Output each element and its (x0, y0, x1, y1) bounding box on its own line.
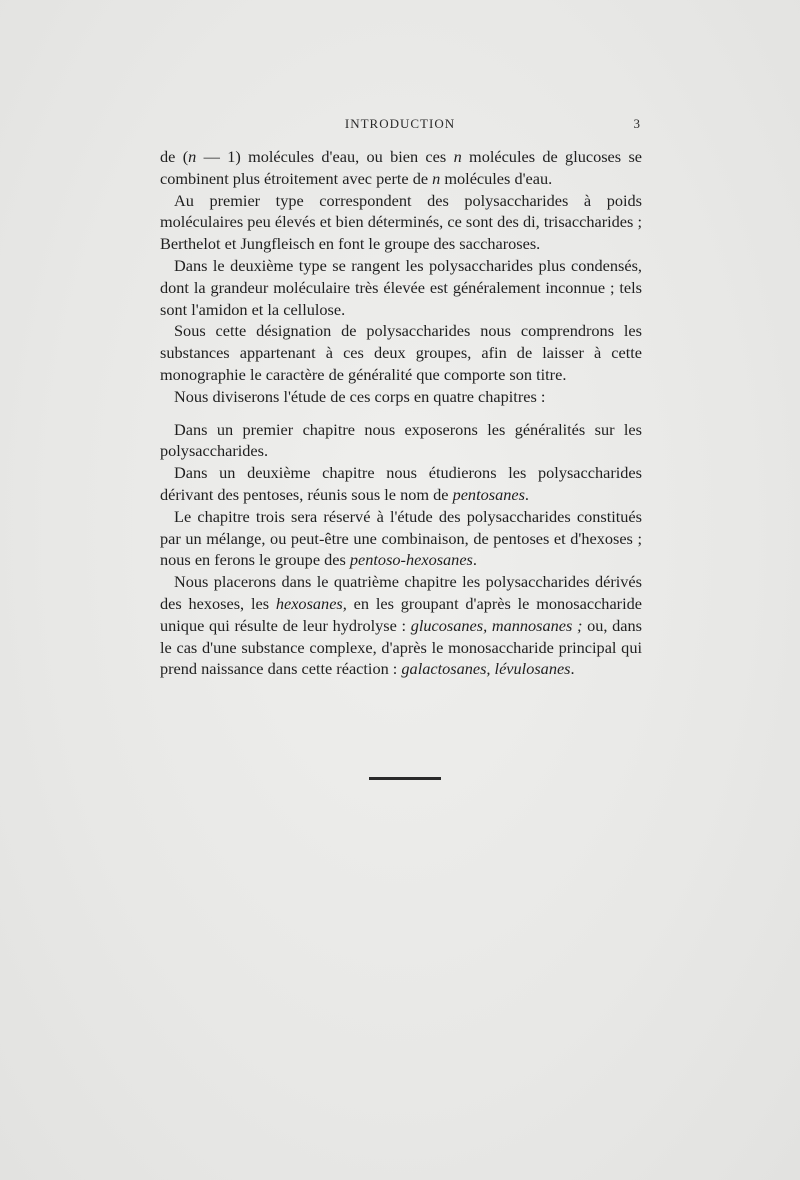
paragraph-chapter-three (160, 506, 642, 571)
text-run: . (524, 484, 529, 504)
italic-variable: n (453, 147, 462, 166)
paragraph-chapter-four (160, 571, 642, 680)
section-end-rule (369, 777, 441, 780)
italic-term: galactosanes, lévulosanes (401, 659, 571, 679)
paragraph-continuation (160, 146, 642, 190)
page-number: 3 (633, 116, 640, 131)
text-run: molécules de glucoses se combinent plus étroitement avec perte de (160, 147, 643, 188)
italic-term: pentosanes (452, 484, 525, 504)
text-run: ou, dans le cas d'une substance complexe, d'après le monosaccharide principal qui prend naissance dans cette réaction : (160, 615, 643, 679)
paragraph-chapter-two (160, 462, 642, 506)
paragraph-first-type: Au premier type correspondent des polysaccharides à poids moléculaires peu élevés et bien déterminés, ce sont des di, trisaccharides ; Berthelot et Jungfleisch en font le groupe des saccharoses. (160, 190, 642, 254)
italic-term: glucosanes, mannosanes ; (410, 615, 583, 635)
paragraph-chapter-one: Dans un premier chapitre nous exposerons les généralités sur les polysaccharides. (160, 419, 642, 461)
italic-variable: n (188, 147, 197, 166)
text-run: . (570, 659, 575, 679)
text-run: en les groupant d'après le monosaccharide unique qui résulte de leur hydrolyse : (160, 593, 642, 635)
paragraph-designation: Sous cette désignation de polysaccharides nous comprendrons les substances appartenant à ces deux groupes, afin de laisser à cette monographie le caractère de généralité que comporte son titre. (160, 321, 642, 384)
body-text (160, 146, 642, 680)
paragraph-division: Nous diviserons l'étude de ces corps en quatre chapitres : (174, 386, 546, 406)
text-run: Nous placerons dans le quatrième chapitre les polysaccharides dérivés des hexoses, les (160, 572, 642, 613)
text-run: Dans un deuxième chapitre nous étudierons les polysaccharides dérivant des pentoses, réunis sous le nom de (160, 463, 642, 504)
italic-term: pentoso-hexosanes (349, 550, 473, 570)
text-run: — 1) molécules d'eau, ou bien ces (196, 147, 454, 166)
text-run: molécules d'eau. (440, 168, 553, 188)
page-header (160, 116, 640, 136)
paragraph-second-type: Dans le deuxième type se rangent les polysaccharides plus condensés, dont la grandeur moléculaire très élevée est généralement inconnue ; tels sont l'amidon et la cellulose. (160, 255, 642, 319)
text-run: . (472, 550, 477, 570)
text-run: de ( (160, 147, 189, 166)
italic-term: hexosanes, (275, 593, 347, 613)
running-head: INTRODUCTION (344, 116, 456, 131)
italic-variable: n (432, 168, 441, 188)
text-run: Le chapitre trois sera réservé à l'étude des polysaccharides constitués par un mélange, ou peut-être une combinaison, de pentoses et d'hexoses ; nous en ferons le groupe des (160, 506, 642, 570)
